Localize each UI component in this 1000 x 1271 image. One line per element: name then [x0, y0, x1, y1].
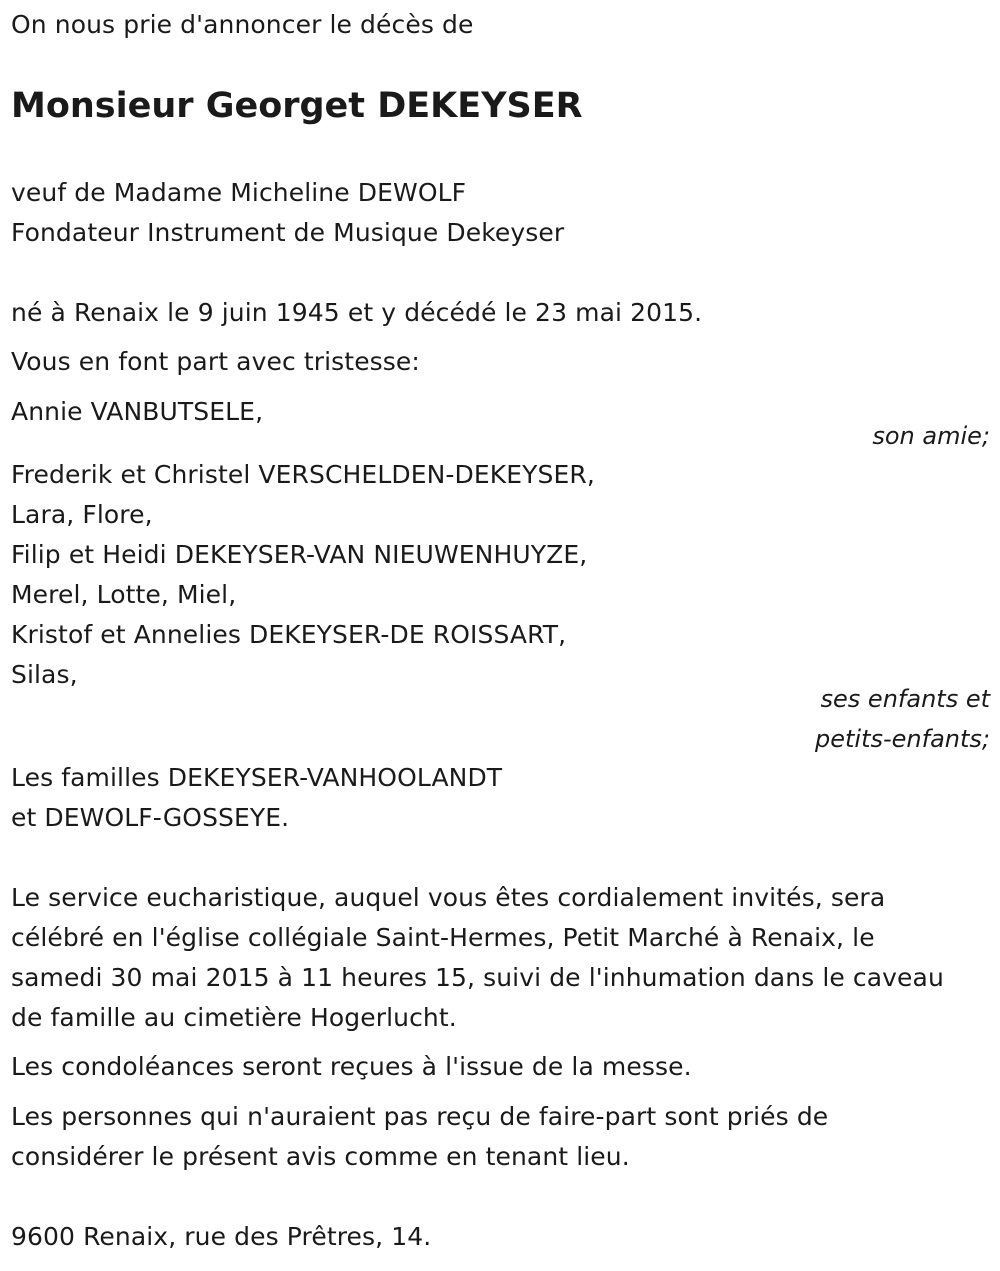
- children-role: petits-enfants;: [815, 725, 990, 753]
- birth-death-line: né à Renaix le 9 juin 1945 et y décédé le 23 mai 2015.: [11, 298, 703, 327]
- children-line: Lara, Flore,: [11, 500, 153, 529]
- notice-line: Les personnes qui n'auraient pas reçu de faire-part sont priés de: [11, 1102, 829, 1131]
- friend-role: son amie;: [872, 422, 990, 450]
- children-role: ses enfants et: [820, 685, 990, 713]
- children-line: Filip et Heidi DEKEYSER-VAN NIEUWENHUYZE,: [11, 540, 588, 569]
- profession-line: Fondateur Instrument de Musique Dekeyser: [11, 218, 565, 247]
- service-line: samedi 30 mai 2015 à 11 heures 15, suivi de l'inhumation dans le caveau: [11, 963, 944, 992]
- children-line: Kristof et Annelies DEKEYSER-DE ROISSART,: [11, 620, 567, 649]
- friend-name: Annie VANBUTSELE,: [11, 397, 264, 426]
- families-line: Les familles DEKEYSER-VANHOOLANDT: [11, 763, 503, 792]
- deceased-name: Monsieur Georget DEKEYSER: [11, 86, 583, 126]
- condolences-text: Les condoléances seront reçues à l'issue de la messe.: [11, 1052, 692, 1081]
- service-line: célébré en l'église collégiale Saint-Hermes, Petit Marché à Renaix, le: [11, 923, 875, 952]
- notice-line: considérer le présent avis comme en tenant lieu.: [11, 1142, 630, 1171]
- families-line: et DEWOLF-GOSSEYE.: [11, 803, 290, 832]
- service-line: de famille au cimetière Hogerlucht.: [11, 1003, 457, 1032]
- children-line: Frederik et Christel VERSCHELDEN-DEKEYSER,: [11, 460, 595, 489]
- children-line: Silas,: [11, 660, 78, 689]
- intro-text: On nous prie d'annoncer le décès de: [11, 10, 474, 39]
- spouse-line: veuf de Madame Micheline DEWOLF: [11, 178, 467, 207]
- address-line: 9600 Renaix, rue des Prêtres, 14.: [11, 1222, 432, 1251]
- children-line: Merel, Lotte, Miel,: [11, 580, 237, 609]
- service-line: Le service eucharistique, auquel vous êtes cordialement invités, sera: [11, 883, 886, 912]
- announcement-intro: Vous en font part avec tristesse:: [11, 347, 420, 376]
